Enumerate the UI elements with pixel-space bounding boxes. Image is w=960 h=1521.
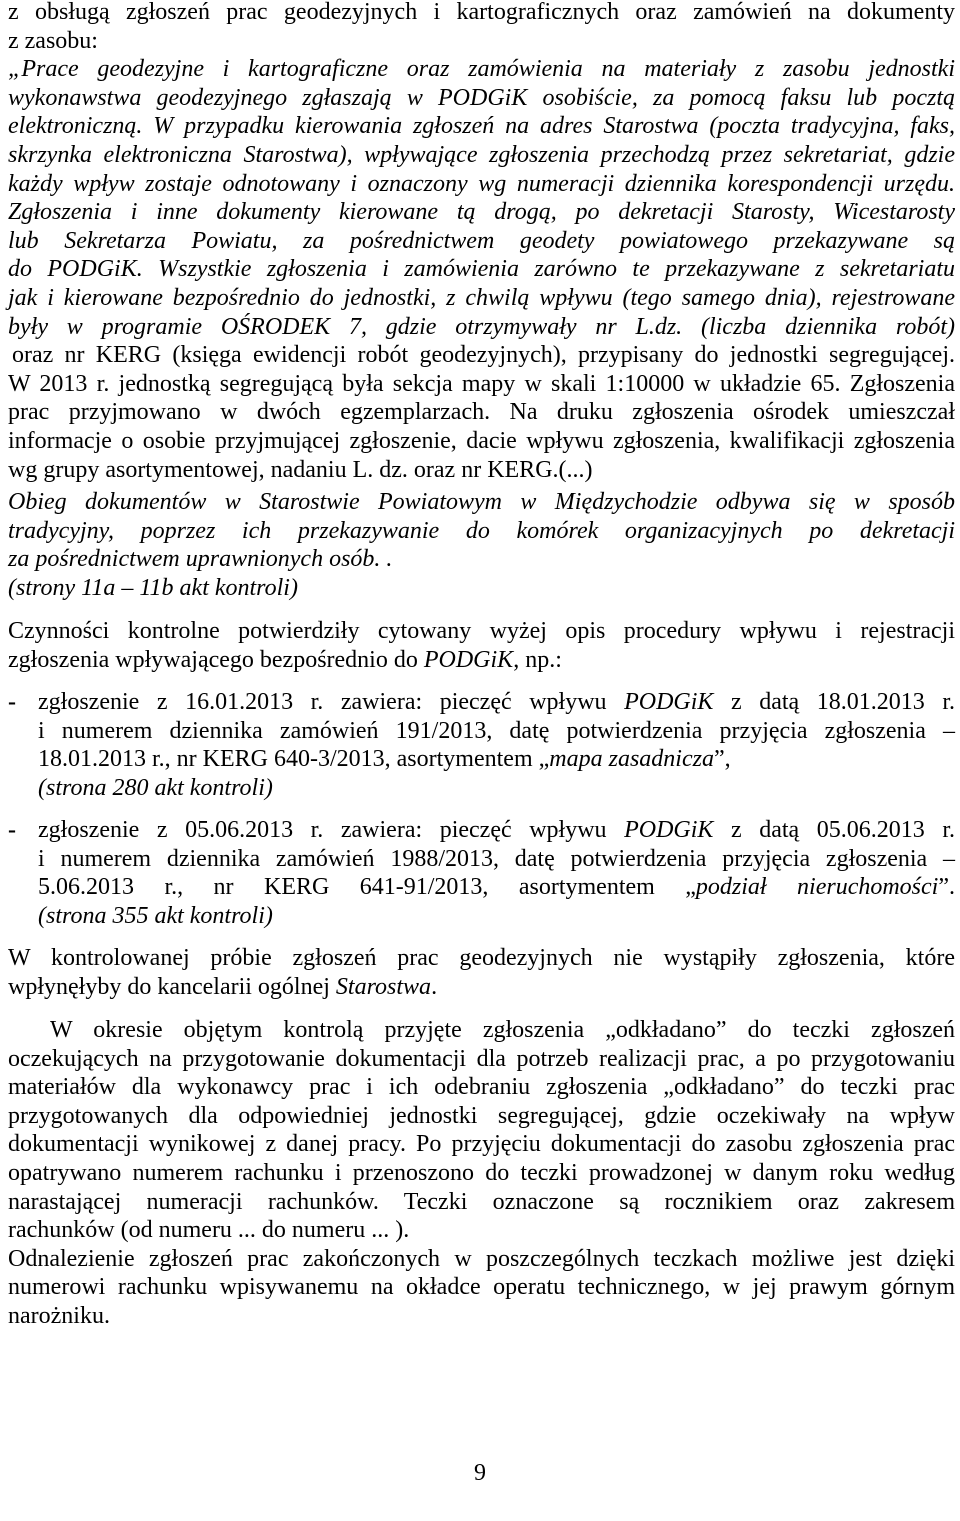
- text-segment: zgłoszenie z 16.01.2013 r. zawiera: pieczęć wpływu: [38, 689, 625, 716]
- text-line: każdy wpływ zostaje odnotowany i oznaczony wg numeracji dziennika korespondencji urzędu.: [8, 170, 955, 197]
- text-line: tradycyjny, poprzez ich przekazywanie do komórek organizacyjnych po dekretacji: [8, 517, 955, 544]
- text-line: W 2013 r. jednostką segregującą była sekcja mapy w skali 1:10000 w układzie 65. Zgłoszenia: [8, 370, 955, 397]
- text-line: numerowi rachunku wpisywanemu na okładce operatu technicznego, w jej prawym górnym: [8, 1274, 955, 1301]
- text-line: W kontrolowanej próbie zgłoszeń prac geodezyjnych nie wystąpiły zgłoszenia, które: [8, 944, 955, 971]
- text-line: [38, 688, 955, 717]
- text-line: wykonawstwa geodezyjnego zgłaszają w PODGiK osobiście, za pomocą faksu lub pocztą: [8, 84, 955, 111]
- text-line: [38, 816, 955, 845]
- text-segment: z datą 18.01.2013 r.: [713, 689, 956, 716]
- assortment-name: mapa zasadnicza: [549, 746, 714, 773]
- page-reference: (strona 280 akt kontroli): [38, 774, 273, 801]
- sample-result-paragraph: [8, 944, 955, 1001]
- list-marker: -: [8, 689, 16, 716]
- text-segment: 18.01.2013 r., nr KERG 640-3/2013, asortymentem „: [38, 746, 550, 773]
- finding-paragraph: [8, 1245, 955, 1331]
- list-marker: -: [8, 817, 16, 844]
- text-line: przygotowanych dla odpowiedniej jednostki segregującej, gdzie oczekiwały na wpływ: [8, 1102, 955, 1129]
- text-line: elektroniczną. W przypadku kierowania zgłoszeń na adres Starostwa (poczta tradycyjna, faks,: [8, 113, 955, 140]
- text-line: narożniku.: [8, 1302, 110, 1329]
- text-segment: 5.06.2013 r., nr KERG 641-91/2013, asortymentem „: [38, 874, 696, 901]
- text-segment: ”.: [938, 874, 956, 901]
- text-line: „Prace geodezyjne i kartograficzne oraz zamówienia na materiały z zasobu jednostki: [8, 56, 955, 83]
- example-list-item: [8, 688, 955, 802]
- text-line: W okresie objętym kontrolą przyjęte zgłoszenia „odkładano” do teczki zgłoszeń: [50, 1016, 955, 1043]
- text-line: [8, 646, 955, 675]
- office-name: PODGiK: [624, 817, 714, 844]
- text-line: materiałów dla wykonawcy prac i ich odebraniu zgłoszenia „odkładano” do teczki prac: [8, 1074, 955, 1101]
- text-line: [8, 973, 955, 1002]
- text-line: dokumentacji wynikowej z danej pracy. Po przyjęciu dokumentacji do zasobu zgłoszenia prac: [8, 1131, 955, 1158]
- quoted-procedure-paragraph: [8, 55, 955, 484]
- page-reference: (strony 11a – 11b akt kontroli): [8, 574, 298, 601]
- document-flow-paragraph: [8, 488, 955, 602]
- text-line: narastającej numeracji rachunków. Teczki oznaczone są rocznikiem oraz zakresem: [8, 1188, 955, 1215]
- text-segment: wpłynęłyby do kancelarii ogólnej: [8, 973, 336, 1000]
- document-page: [8, 0, 955, 1331]
- text-line: [38, 873, 955, 902]
- text-line: prac przyjmowano w dwóch egzemplarzach. Na druku zgłoszenia ośrodek umieszczał: [8, 399, 955, 426]
- text-segment: zgłoszenie z 05.06.2013 r. zawiera: pieczęć wpływu: [38, 817, 625, 844]
- text-segment: z datą 05.06.2013 r.: [713, 817, 956, 844]
- text-line: skrzynka elektroniczna Starostwa), wpływające zgłoszenia przechodzą przez sekretariat, gdzie: [8, 141, 955, 168]
- text-line: z zasobu:: [8, 27, 98, 54]
- example-list-item: [8, 816, 955, 930]
- office-name: Starostwa: [335, 973, 432, 1000]
- text-line: do PODGiK. Wszystkie zgłoszenia i zamówienia zarówno te przekazywane z sekretariatu: [8, 256, 955, 283]
- text-line: jak i kierowane bezpośrednio do jednostki, z chwilą wpływu (tego samego dnia), rejestrowane: [8, 284, 955, 311]
- text-segment: .: [431, 973, 438, 1000]
- text-line: Czynności kontrolne potwierdziły cytowany wyżej opis procedury wpływu i rejestracji: [8, 618, 955, 645]
- page-number: 9: [474, 1459, 486, 1486]
- text-line: oczekujących na przygotowanie dokumentacji dla potrzeb realizacji prac, a po przygotowaniu: [8, 1045, 955, 1072]
- text-line: oraz nr KERG (księga ewidencji robót geodezyjnych), przypisany do jednostki segregującej.: [12, 342, 955, 369]
- text-line: za pośrednictwem uprawnionych osób. .: [8, 546, 393, 573]
- text-line: i numerem dziennika zamówień 1988/2013, datę potwierdzenia przyjęcia zgłoszenia –: [38, 845, 955, 872]
- text-line: były w programie OŚRODEK 7, gdzie otrzymywały nr L.dz. (liczba dziennika robót): [8, 313, 955, 340]
- assortment-name: podział nieruchomości: [695, 874, 939, 901]
- text-line: [38, 745, 955, 774]
- office-name: PODGiK: [624, 689, 714, 716]
- text-segment: ”,: [713, 746, 731, 773]
- text-line: wg grupy asortymentowej, nadaniu L. dz. oraz nr KERG.(...): [8, 456, 593, 483]
- text-segment: , np.:: [513, 646, 562, 673]
- text-line: Obieg dokumentów w Starostwie Powiatowym w Międzychodzie odbywa się w sposób: [8, 489, 955, 516]
- office-name: PODGiK: [423, 646, 514, 673]
- page-reference: (strona 355 akt kontroli): [38, 902, 273, 929]
- intro-paragraph: [8, 0, 955, 55]
- text-line: z obsługą zgłoszeń prac geodezyjnych i kartograficznych oraz zamówień na dokumenty: [8, 0, 955, 25]
- text-segment: zgłoszenia wpływającego bezpośrednio do: [8, 646, 424, 673]
- text-line: i numerem dziennika zamówień 191/2013, datę potwierdzenia przyjęcia zgłoszenia –: [38, 717, 955, 744]
- text-line: Odnalezienie zgłoszeń prac zakończonych w poszczególnych teczkach możliwe jest dzięki: [8, 1245, 955, 1272]
- text-line: rachunków (od numeru ... do numeru ... ).: [8, 1217, 410, 1244]
- text-line: lub Sekretarza Powiatu, za pośrednictwem geodety powiatowego przekazywane są: [8, 227, 955, 254]
- control-findings-paragraph: [8, 617, 955, 674]
- text-line: informacje o osobie przyjmującej zgłoszenie, dacie wpływu zgłoszenia, kwalifikacji zgłoszenia: [8, 427, 955, 454]
- text-line: Zgłoszenia i inne dokumenty kierowane tą drogą, po dekretacji Starosty, Wicestarosty: [8, 199, 955, 226]
- archiving-paragraph: [8, 1016, 955, 1245]
- text-line: opatrywano numerem rachunku i przenoszono do teczki prowadzonej w danym roku według: [8, 1159, 955, 1186]
